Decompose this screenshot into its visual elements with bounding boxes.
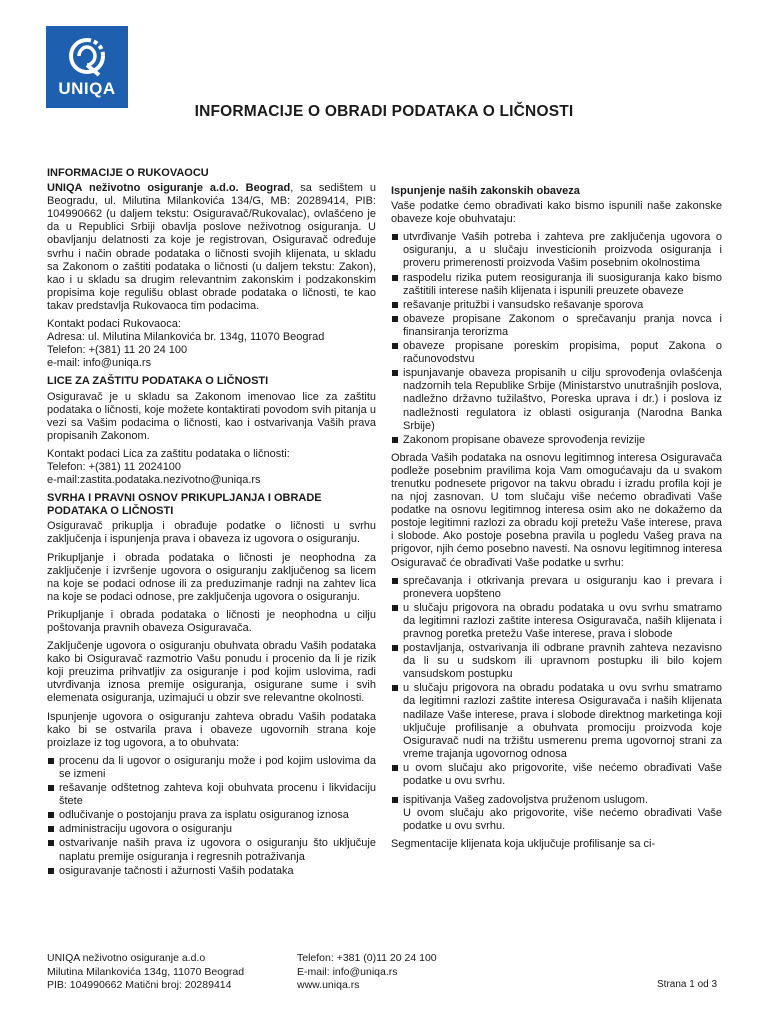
section-heading-purpose: SVRHA I PRAVNI OSNOV PRIKUPLJANJA I OBRADE PODATAKA O LIČNOSTI <box>47 492 322 518</box>
footer-web[interactable]: www.uniqa.rs <box>297 979 360 991</box>
list-item: u ovom slučaju ako prigovorite, više nećemo obrađivati Vaše podatke u ovu svrhu. <box>391 762 722 788</box>
legal-obligations-list <box>391 231 722 447</box>
list-item: obaveze propisane Zakonom o sprečavanju pranja novca i finansiranja terorizma <box>391 313 722 339</box>
purpose-paragraph-1: Osiguravač prikuplja i obrađuje podatke o ličnosti u svrhu zaključenja i ispunjenja prava i obaveza iz ugovora o osiguranju. <box>47 520 376 546</box>
section-heading-controller: INFORMACIJE O RUKOVAOCU <box>47 167 209 179</box>
list-item: administraciju ugovora o osiguranju <box>47 823 376 836</box>
list-item <box>391 794 722 833</box>
dpo-contact-phone: Telefon: +(381) 11 2024100 <box>47 460 182 473</box>
contact-address: Adresa: ul. Milutina Milankovića br. 134g, 11070 Beograd <box>47 331 325 344</box>
list-item: obaveze propisane poreskim propisima, poput Zakona o računovodstvu <box>391 340 722 366</box>
list-item: osiguravanje tačnosti i ažurnosti Vaših podataka <box>47 865 376 878</box>
dpo-contact-title: Kontakt podaci Lica za zaštitu podataka o ličnosti: <box>47 447 290 460</box>
document-title: INFORMACIJE O OBRADI PODATAKA O LIČNOSTI <box>194 103 574 120</box>
footer-address: Milutina Milankovića 134g, 11070 Beograd <box>47 965 245 978</box>
contact-phone: Telefon: +(381) 11 20 24 100 <box>47 344 188 357</box>
footer-email: E-mail: info@uniqa.rs <box>297 965 398 978</box>
company-name: UNIQA neživotno osiguranje a.d.o. Beograd <box>47 182 291 195</box>
legal-obligations-intro: Vaše podatke ćemo obrađivati kako bismo ispunili naše zakonske obaveze koje obuhvataju: <box>391 200 722 226</box>
list-item: odlučivanje o postojanju prava za isplatu osiguranog iznosa <box>47 809 376 822</box>
purpose-paragraph-4: Zaključenje ugovora o osiguranju obuhvata obradu Vaših podataka kako bi Osiguravač razmotrio Vašu ponudu i procenio da li je rizik koji preuzima prihvatljiv za osiguranje i pod kojim uslovima, radi utvrđivanja iznosa premije osiguranja, osigurane sume i svih elemenata osiguranja, uzimajući u obzir sve relevantne okolnosti. <box>47 640 376 705</box>
section-heading-legal-obligations: Ispunjenje naših zakonskih obaveza <box>391 185 580 197</box>
segmentation-paragraph: Segmentacije klijenata koja uključuje profilisanje sa ci- <box>391 838 656 851</box>
list-item: postavljanja, ostvarivanja ili odbrane pravnih zahteva nezavisno da li su u sudskom ili upravnom postupku ili bilo kojem vansudskom postupku <box>391 642 722 681</box>
purpose-paragraph-5: Ispunjenje ugovora o osiguranju zahteva obradu Vaših podataka kako bi se ostvarila prava i obaveze ugovornih strana koje proizlaze iz tog ugovora, a to obuhvata: <box>47 710 376 749</box>
footer-phone: Telefon: +381 (0)11 20 24 100 <box>297 952 437 964</box>
list-item: raspodelu rizika putem reosiguranja ili suosiguranja kako bismo zaštitili interese naših klijenata i ispunili preuzete obaveze <box>391 272 722 298</box>
list-item: rešavanje pritužbi i vansudsko rešavanje sporova <box>391 299 722 312</box>
uniqa-logo-icon <box>66 37 108 77</box>
legitimate-interest-paragraph: Obrada Vaših podataka na osnovu legitimnog interesa Osiguravača podleže posebnim pravilima koja Vam omogućavaju da u svakom trenutku podnesete prigovor na takvu obradu i izradu profila koji je na njoj zasnovan. U tom slučaju više nećemo obrađivati Vaše podatke na osnovu legitimnog interesa osim ako ne dokažemo da postoje legitimni razlozi za obradu koji pretežu Vaše interese, prava i slobode. Ako postoje posebna pravila u pogledu Vašeg prava na prigovor, njih ćemo posebno navesti. Na osnovu legitimnog interesa Osiguravač će obrađivati Vaše podatke u svrhu: <box>391 451 722 569</box>
footer-ids: PIB: 104990662 Matični broj: 20289414 <box>47 979 232 991</box>
contact-line: Kontakt podaci Rukovaoca: <box>47 318 181 331</box>
uniqa-logo <box>46 26 128 108</box>
purpose-paragraph-3: Prikupljanje i obrada podataka o ličnosti je neophodna u cilju poštovanja pravnih obaveza Osiguravača. <box>47 608 376 634</box>
list-item-text: ispitivanja Vašeg zadovoljstva pruženom uslugom. <box>403 794 648 807</box>
list-item: Zakonom propisane obaveze sprovođenja revizije <box>391 434 722 447</box>
dpo-paragraph: Osiguravač je u skladu sa Zakonom imenovao lice za zaštitu podataka o ličnosti, koje možete kontaktirati povodom svih pitanja u vezi sa Vašim podacima o ličnosti, kao i ostvarivanja Vaših prava propisanih Zakonom. <box>47 390 376 442</box>
list-item: sprečavanja i otkrivanja prevara u osiguranju kao i prevara i pronevera uopšteno <box>391 575 722 601</box>
left-column <box>47 167 376 883</box>
right-column <box>391 185 722 857</box>
logo-wordmark: UNIQA <box>58 79 116 98</box>
controller-text: , sa sedištem u Beogradu, ul. Milutina Milankovića 134/G, MB: 20289414, PIB: 104990662 (u daljem tekstu: Osiguravač/Rukovalac), ovlašćeno je da u Republici Srbiji obavlja poslove neživotnog osiguranja. U obavljanju delatnosti za koje je registrovan, Osiguravač određuje svrhu i način obrade podataka o ličnosti svojih klijenata, u skladu sa Zakonom o zaštiti podataka o ličnosti (u daljem tekstu: Zakon), kao i u skladu sa drugim relevantnim zakonskim i podzakonskim propisima koje regulišu oblast obrade podataka o ličnosti, te kao takav predstavlja Rukovaoca tim podacima. <box>47 182 376 312</box>
list-item: u slučaju prigovora na obradu podataka u ovu svrhu smatramo da legitimni razlozi zaštite interesa Osiguravača, naših klijenata i pravnog poretka pretežu Vaše interese, prava i slobode <box>391 602 722 641</box>
footer-company-block <box>47 952 244 993</box>
list-item: u slučaju prigovora na obradu podataka u ovu svrhu smatramo da legitimni razlozi zaštite interesa Osiguravača i naših klijenata nadilaze Vaše interese, prava i slobode direktnog marketinga koji uključuje profilisanje a obuhvata promociju proizvoda koje Osiguravač nudi na tržištu usmerenu prema ugovornoj strani za vreme trajanja ugovornog odnosa <box>391 682 722 761</box>
page-number: Strana 1 od 3 <box>657 979 718 990</box>
purpose-list <box>47 755 376 878</box>
footer-company: UNIQA neživotno osiguranje a.d.o <box>47 952 206 964</box>
purpose-paragraph-2: Prikupljanje i obrada podataka o ličnosti je neophodna za zaključenje i izvršenje ugovora o osiguranju zaključenog sa licem na koje se podaci odnose ili za preduzimanje radnji na zahtev lica na koje se podaci odnose, pre zaključenja ugovora o osiguranju. <box>47 551 376 603</box>
footer-contact-block <box>297 952 437 993</box>
list-item: ispunjavanje obaveza propisanih u cilju sprovođenja ovlašćenja nadzornih tela Republike Srbije (Ministarstvo unutrašnjih poslova, nadležno državno tužilaštvo, Poreska uprava i dr.) i poslova iz nadležnosti regulatora iz oblasti osiguranja (Narodna Banka Srbije) <box>391 367 722 432</box>
dpo-contact-email: e-mail:zastita.podataka.nezivotno@uniqa.rs <box>47 474 261 487</box>
dpo-contact <box>47 448 376 487</box>
contact-email: e-mail: info@uniqa.rs <box>47 357 152 370</box>
controller-contact <box>47 318 376 370</box>
list-item: procenu da li ugovor o osiguranju može i pod kojim uslovima da se izmeni <box>47 755 376 781</box>
section-heading-dpo: LICE ZA ZAŠTITU PODATAKA O LIČNOSTI <box>47 375 269 388</box>
legitimate-interest-list <box>391 575 722 834</box>
list-item-extra: U ovom slučaju ako prigovorite, više nećemo obrađivati Vaše podatke u ovu svrhu. <box>403 807 722 833</box>
list-item: ostvarivanje naših prava iz ugovora o osiguranju što uključuje naplatu premije osiguranja i regresnih potraživanja <box>47 837 376 863</box>
list-item: rešavanje odštetnog zahteva koji obuhvata procenu i likvidaciju štete <box>47 782 376 808</box>
controller-paragraph <box>47 182 376 313</box>
list-item: utvrđivanje Vaših potreba i zahteva pre zaključenja ugovora o osiguranju, a u slučaju investicionih proizvoda osiguranja i proveru primerenosti proizvoda Vašim posebnim okolnostima <box>391 231 722 270</box>
